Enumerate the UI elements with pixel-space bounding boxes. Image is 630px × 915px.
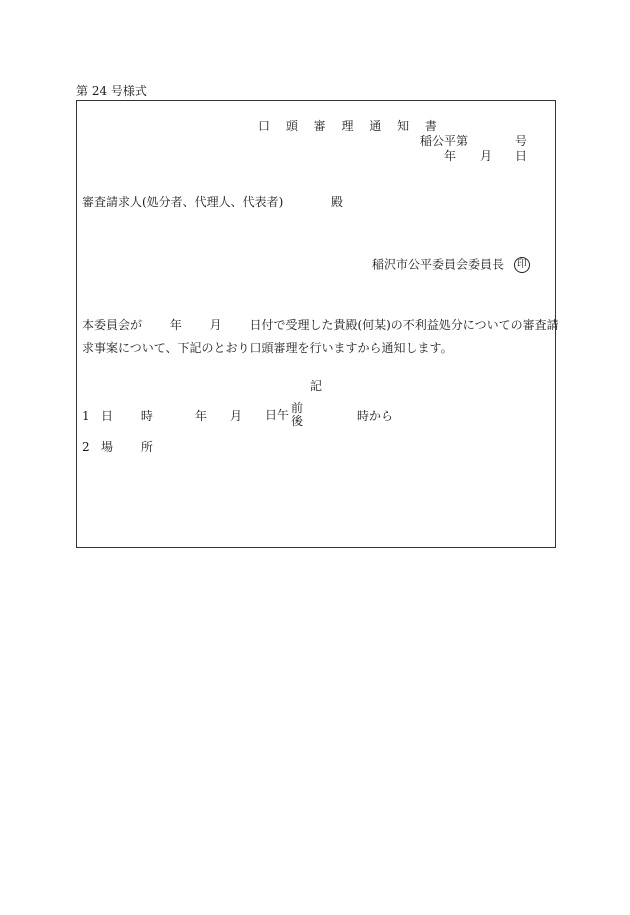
document-title: 口 頭 審 理 通 知 書 xyxy=(258,119,443,133)
item-1-ampm-stack xyxy=(291,402,303,428)
item-1-day-label: 日 xyxy=(265,408,278,423)
reference-prefix: 稲公平第 xyxy=(420,134,469,148)
reference-suffix: 号 xyxy=(515,134,528,148)
date-day-label: 日 xyxy=(515,149,528,163)
body-line-1: 本委員会が 年 月 日付で受理した貴殿(何某)の不利益処分についての審査請 xyxy=(82,318,559,332)
body-line-2: 求事案について、下記のとおり口頭審理を行いますから通知します。 xyxy=(82,341,453,355)
addressee-label: 審査請求人(処分者、代理人、代表者) xyxy=(82,195,284,209)
item-1-number: 1 xyxy=(82,409,90,423)
item-1-label: 日 時 xyxy=(101,409,153,423)
issuer-name: 稲沢市公平委員会委員長 xyxy=(372,257,505,272)
issuer xyxy=(372,257,530,273)
item-1-pm: 後 xyxy=(291,414,304,429)
item-2-number: 2 xyxy=(82,440,90,454)
item-1-month: 月 xyxy=(230,409,243,423)
seal-icon: 印 xyxy=(514,257,530,273)
item-1-day xyxy=(265,402,303,428)
ki-heading: 記 xyxy=(310,379,323,393)
item-1-ampm-prefix: 午 xyxy=(277,408,290,423)
item-1-am: 前 xyxy=(291,401,304,415)
date-month-label: 月 xyxy=(480,149,493,163)
item-1-year: 年 xyxy=(195,409,208,423)
item-1-tail: 時から xyxy=(357,409,394,423)
date-year-label: 年 xyxy=(444,149,457,163)
item-2-label: 場 所 xyxy=(101,440,153,454)
honorific: 殿 xyxy=(331,195,344,209)
form-number: 第 24 号様式 xyxy=(76,84,147,98)
